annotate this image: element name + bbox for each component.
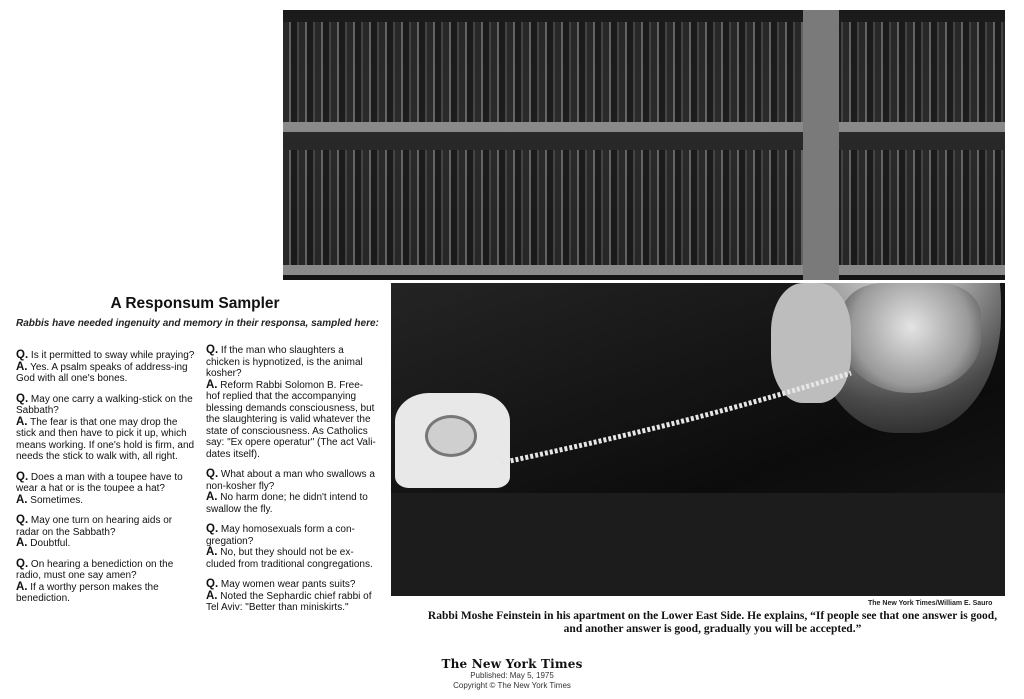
qa-column-left (16, 350, 196, 614)
book-row-upper (283, 22, 1005, 132)
shelf-lower (283, 265, 1005, 275)
phone-cord (391, 283, 1005, 596)
photo-caption: Rabbi Moshe Feinstein in his apartment on the Lower East Side. He explains, “If people see that one answer is good, and another answer is good, gradually you will be accepted.” (427, 610, 998, 635)
answer-text: Reform Rabbi Solomon B. Free-hof replied that the accompanying blessing demands consciousness, but the slaughtering is valid whatever the state of consciousness. As Catholics say: "Ex opere operatur" (The act Vali-dates itself). (206, 379, 376, 460)
answer-marker: A. (206, 546, 218, 558)
question-marker: Q. (16, 470, 29, 483)
qa-item (206, 579, 376, 614)
question-marker: Q. (16, 392, 29, 405)
book-row-lower (283, 150, 1005, 265)
question-marker: Q. (206, 344, 219, 356)
question-marker: Q. (16, 349, 29, 361)
nyt-logo: The New York Times (441, 657, 583, 671)
question-text: Is it permitted to sway while praying? (30, 350, 195, 361)
answer-text: Noted the Sephardic chief rabbi of Tel Aviv: "Better than miniskirts." (206, 590, 372, 613)
bookshelf-photo (283, 10, 1005, 280)
question-text: May one turn on hearing aids or radar on the Sabbath? (16, 515, 173, 538)
answer-marker: A. (206, 378, 218, 391)
question-text: What about a man who swallows a non-kosher fly? (206, 469, 375, 492)
question-text: On hearing a benediction on the radio, must one say amen? (16, 558, 174, 581)
answer-text: No harm done; he didn't intend to swallow the fly. (206, 492, 368, 515)
answer-marker: A. (16, 360, 28, 373)
qa-item (16, 350, 196, 385)
answer-text: Sometimes. (30, 494, 84, 506)
question-marker: Q. (16, 557, 29, 570)
answer-text: Yes. A psalm speaks of address-ing God with all one's bones. (16, 361, 188, 384)
answer-marker: A. (16, 537, 28, 549)
rabbi-photo (391, 283, 1005, 596)
shelf-upper (283, 122, 1005, 132)
answer-marker: A. (16, 580, 28, 593)
answer-marker: A. (16, 493, 28, 506)
qa-item (206, 345, 376, 460)
question-text: May one carry a walking-stick on the Sabbath? (16, 393, 193, 416)
answer-marker: A. (16, 415, 28, 428)
question-text: May women wear pants suits? (220, 579, 356, 590)
answer-text: If a worthy person makes the benediction. (16, 581, 159, 604)
qa-item (206, 469, 376, 515)
sidebar-title: A Responsum Sampler (110, 295, 280, 312)
answer-text: Doubtful. (30, 538, 71, 549)
photo-credit: The New York Times/William E. Sauro (868, 600, 993, 607)
sidebar-subtitle: Rabbis have needed ingenuity and memory in their responsa, sampled here: (16, 318, 379, 329)
qa-item (206, 524, 376, 570)
question-marker: Q. (16, 514, 29, 526)
published-date: Published: May 5, 1975 (470, 671, 554, 680)
question-marker: Q. (206, 578, 219, 590)
shelf-pillar (803, 10, 839, 280)
question-marker: Q. (206, 468, 219, 480)
answer-text: No, but they should not be ex-cluded from traditional congregations. (206, 547, 373, 570)
answer-marker: A. (206, 589, 218, 602)
question-marker: Q. (206, 523, 219, 535)
copyright-notice: Copyright © The New York Times (453, 681, 571, 690)
qa-item (16, 515, 196, 550)
qa-item (16, 559, 196, 605)
page-footer (0, 657, 1024, 691)
question-text: Does a man with a toupee have to wear a hat or is the toupee a hat? (16, 471, 183, 494)
qa-item (16, 394, 196, 463)
qa-item (16, 472, 196, 507)
question-text: May homosexuals form a con-gregation? (206, 524, 355, 547)
answer-text: The fear is that one may drop the stick and then have to pick it up, which means working. If one's hold is firm, and needs the stick to walk with, all right. (16, 416, 195, 462)
answer-marker: A. (206, 491, 218, 503)
qa-column-right (206, 345, 376, 623)
question-text: If the man who slaughters a chicken is hypnotized, is the animal kosher? (206, 345, 363, 379)
